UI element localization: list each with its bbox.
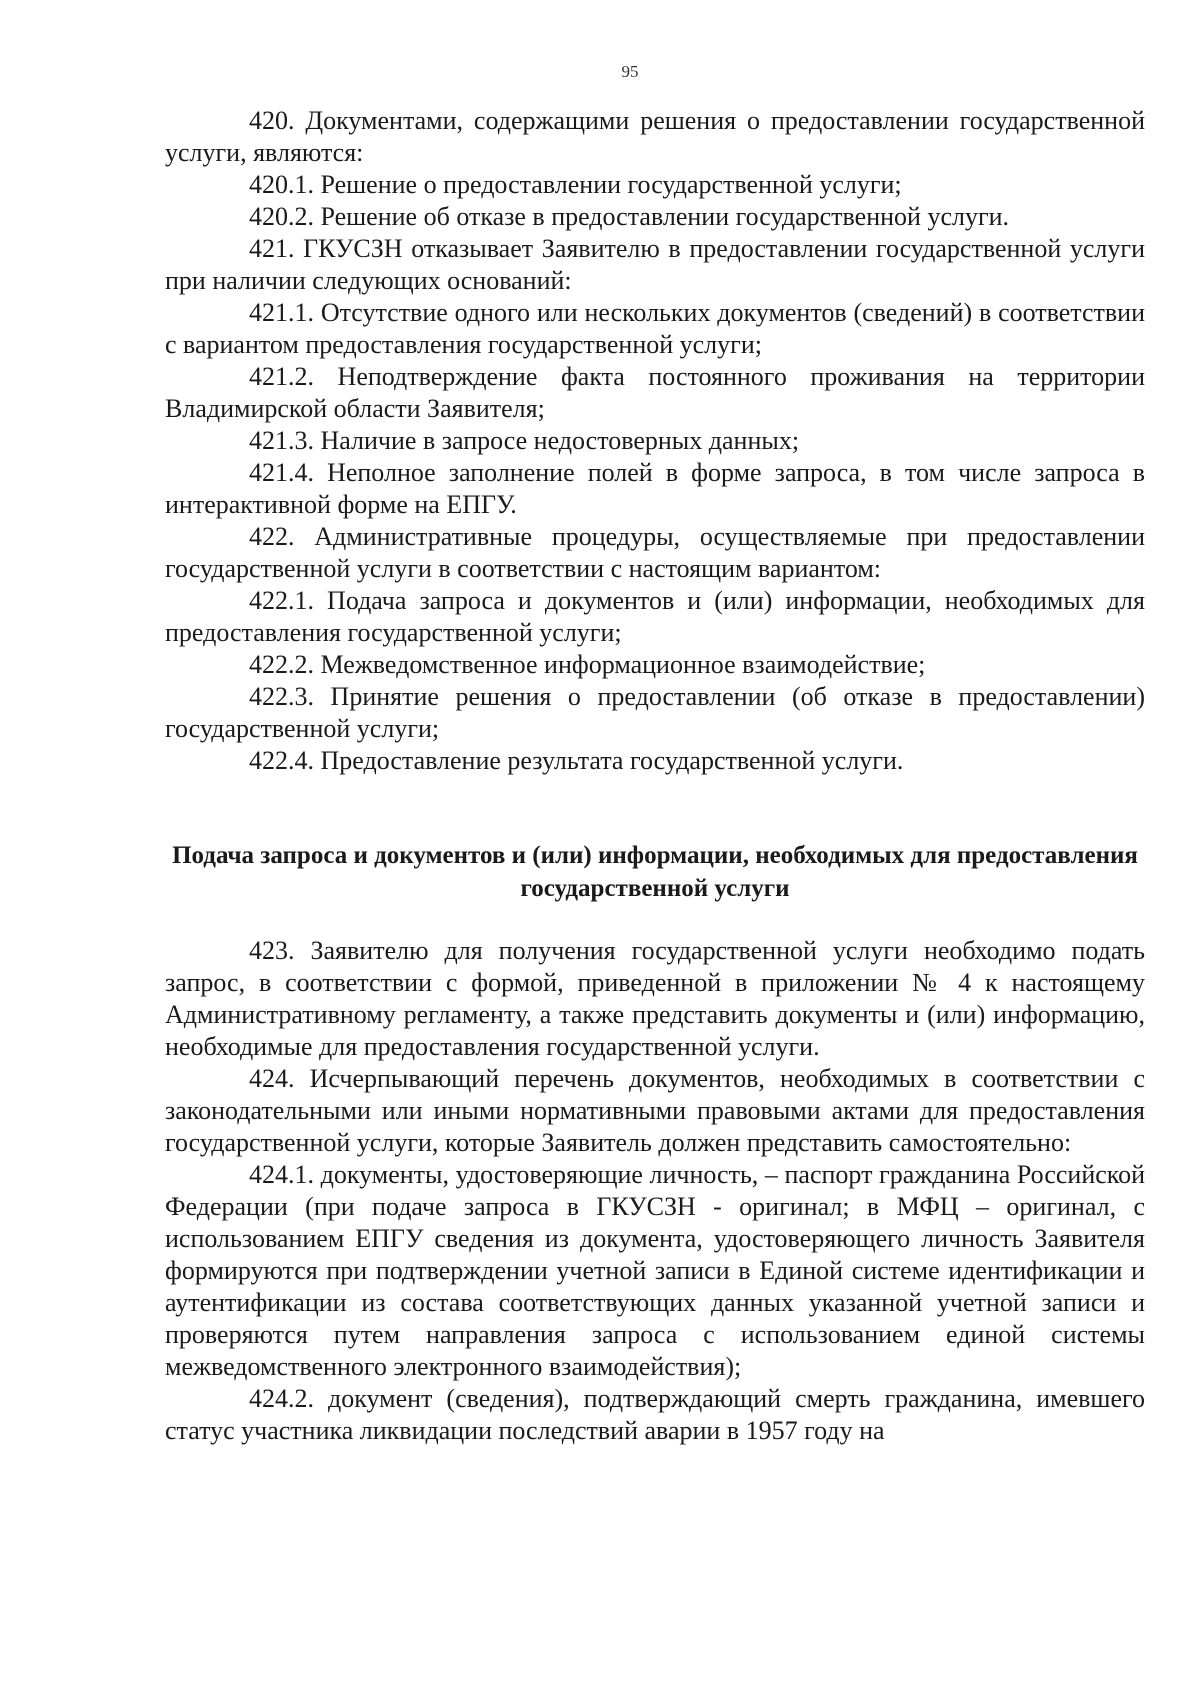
paragraph-421: 421. ГКУСЗН отказывает Заявителю в предоставлении государственной услуги при наличии следующих оснований: — [165, 234, 1145, 295]
paragraph-420-2: 420.2. Решение об отказе в предоставлении государственной услуги. — [249, 202, 1010, 231]
paragraph-424-2: 424.2. документ (сведения), подтверждающий смерть гражданина, имевшего статус участника ликвидации последствий аварии в 1957 году на — [165, 1384, 1145, 1445]
section-heading: Подача запроса и документов и (или) информации, необходимых для предоставления государственной услуги — [172, 842, 1138, 902]
paragraph-422-2: 422.2. Межведомственное информационное взаимодействие; — [249, 650, 926, 679]
paragraph-420-1: 420.1. Решение о предоставлении государственной услуги; — [249, 170, 902, 199]
paragraph-421-2: 421.2. Неподтверждение факта постоянного проживания на территории Владимирской области Заявителя; — [165, 362, 1145, 423]
document-body — [165, 105, 1145, 1447]
paragraph-422-3: 422.3. Принятие решения о предоставлении (об отказе в предоставлении) государственной услуги; — [165, 682, 1145, 743]
paragraph-422: 422. Административные процедуры, осуществляемые при предоставлении государственной услуги в соответствии с настоящим вариантом: — [165, 522, 1145, 583]
paragraph-424-1: 424.1. документы, удостоверяющие личность, – паспорт гражданина Российской Федерации (при подаче запроса в ГКУСЗН - оригинал; в МФЦ – оригинал, с использованием ЕПГУ сведения из документа, удостоверяющего личность Заявителя формируются при подтверждении учетной записи в Единой системе идентификации и аутентификации из состава соответствующих данных указанной учетной записи и проверяются путем направления запроса с использованием единой системы межведомственного электронного взаимодействия); — [165, 1160, 1145, 1381]
paragraph-422-1: 422.1. Подача запроса и документов и (или) информации, необходимых для предоставления государственной услуги; — [165, 586, 1145, 647]
paragraph-421-1: 421.1. Отсутствие одного или нескольких документов (сведений) в соответствии с вариантом предоставления государственной услуги; — [165, 298, 1145, 359]
paragraph-423: 423. Заявителю для получения государственной услуги необходимо подать запрос, в соответствии с формой, приведенной в приложении № 4 к настоящему Административному регламенту, а также представить документы и (или) информацию, необходимые для предоставления государственной услуги. — [165, 936, 1145, 1061]
page-number: 95 — [621, 62, 639, 81]
paragraph-422-4: 422.4. Предоставление результата государственной услуги. — [249, 746, 904, 775]
paragraph-420: 420. Документами, содержащими решения о предоставлении государственной услуги, являются: — [165, 106, 1145, 167]
paragraph-424: 424. Исчерпывающий перечень документов, необходимых в соответствии с законодательными или иными нормативными правовыми актами для предоставления государственной услуги, которые Заявитель должен представить самостоятельно: — [165, 1064, 1145, 1157]
paragraph-421-4: 421.4. Неполное заполнение полей в форме запроса, в том числе запроса в интерактивной форме на ЕПГУ. — [165, 458, 1145, 519]
paragraph-421-3: 421.3. Наличие в запросе недостоверных данных; — [249, 426, 800, 455]
